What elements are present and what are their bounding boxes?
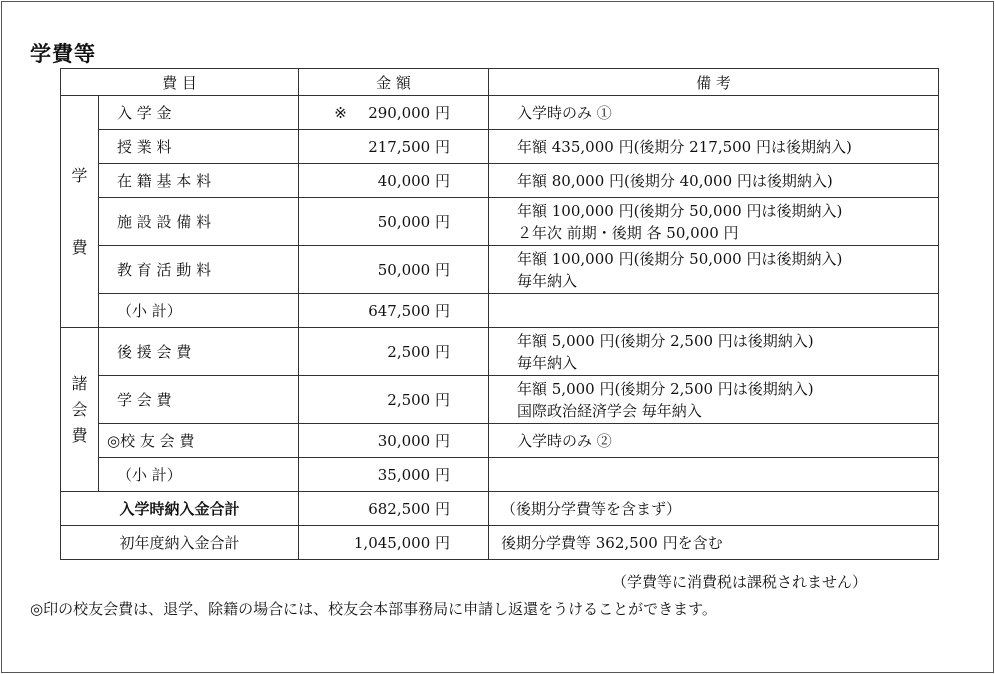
table-row bbox=[61, 198, 939, 246]
subtotal-note bbox=[489, 458, 939, 492]
header-note: 備 考 bbox=[489, 69, 939, 96]
table-row bbox=[61, 96, 939, 130]
table-header-row bbox=[61, 69, 939, 96]
subtotal-amount: 647,500 円 bbox=[299, 294, 489, 328]
category-tuition: 学 費 bbox=[61, 96, 99, 328]
item-amount: 50,000 円 bbox=[299, 246, 489, 294]
first-year-total-note: 後期分学費等 362,500 円を含む bbox=[489, 526, 939, 560]
subtotal-amount: 35,000 円 bbox=[299, 458, 489, 492]
item-amount: 40,000 円 bbox=[299, 164, 489, 198]
header-amount: 金 額 bbox=[299, 69, 489, 96]
subtotal-label: （小 計） bbox=[99, 458, 299, 492]
item-name: 後 援 会 費 bbox=[99, 328, 299, 376]
first-year-total-label: 初年度納入金合計 bbox=[61, 526, 299, 560]
fee-table bbox=[60, 68, 939, 560]
item-note: 入学時のみ ② bbox=[489, 424, 939, 458]
entrance-total-amount: 682,500 円 bbox=[299, 492, 489, 526]
item-note: 年額 5,000 円(後期分 2,500 円は後期納入) 毎年納入 bbox=[489, 328, 939, 376]
item-name: 在 籍 基 本 料 bbox=[99, 164, 299, 198]
item-note: 入学時のみ ① bbox=[489, 96, 939, 130]
table-row bbox=[61, 376, 939, 424]
item-name: 教 育 活 動 料 bbox=[99, 246, 299, 294]
entrance-total-note: （後期分学費等を含まず） bbox=[489, 492, 939, 526]
footnote: ◎印の校友会費は、退学、除籍の場合には、校友会本部事務局に申請し返還をうけることができます。 bbox=[30, 600, 717, 618]
item-note: 年額 5,000 円(後期分 2,500 円は後期納入) 国際政治経済学会 毎年納入 bbox=[489, 376, 939, 424]
table-row bbox=[61, 246, 939, 294]
item-note: 年額 100,000 円(後期分 50,000 円は後期納入) 毎年納入 bbox=[489, 246, 939, 294]
subtotal-note bbox=[489, 294, 939, 328]
item-name: 学 会 費 bbox=[99, 376, 299, 424]
first-year-total-row bbox=[61, 526, 939, 560]
item-note: 年額 80,000 円(後期分 40,000 円は後期納入) bbox=[489, 164, 939, 198]
item-note: 年額 100,000 円(後期分 50,000 円は後期納入) ２年次 前期・後期 各 50,000 円 bbox=[489, 198, 939, 246]
header-item: 費 目 bbox=[61, 69, 299, 96]
page-title: 学費等 bbox=[30, 42, 96, 66]
item-amount: 50,000 円 bbox=[299, 198, 489, 246]
entrance-total-row bbox=[61, 492, 939, 526]
item-amount: ※ 290,000 円 bbox=[299, 96, 489, 130]
item-amount: 30,000 円 bbox=[299, 424, 489, 458]
table-row bbox=[61, 130, 939, 164]
table-row bbox=[61, 424, 939, 458]
subtotal-row bbox=[61, 458, 939, 492]
item-amount: 2,500 円 bbox=[299, 376, 489, 424]
first-year-total-amount: 1,045,000 円 bbox=[299, 526, 489, 560]
subtotal-row bbox=[61, 294, 939, 328]
item-amount: 217,500 円 bbox=[299, 130, 489, 164]
tax-note: （学費等に消費税は課税されません） bbox=[612, 573, 868, 591]
item-name: ◎校 友 会 費 bbox=[99, 424, 299, 458]
entrance-total-label: 入学時納入金合計 bbox=[61, 492, 299, 526]
table-row bbox=[61, 328, 939, 376]
subtotal-label: （小 計） bbox=[99, 294, 299, 328]
item-name: 入 学 金 bbox=[99, 96, 299, 130]
item-amount: 2,500 円 bbox=[299, 328, 489, 376]
item-name: 施 設 設 備 料 bbox=[99, 198, 299, 246]
item-note: 年額 435,000 円(後期分 217,500 円は後期納入) bbox=[489, 130, 939, 164]
category-misc: 諸 会 費 bbox=[61, 328, 99, 492]
item-name: 授 業 料 bbox=[99, 130, 299, 164]
table-row bbox=[61, 164, 939, 198]
